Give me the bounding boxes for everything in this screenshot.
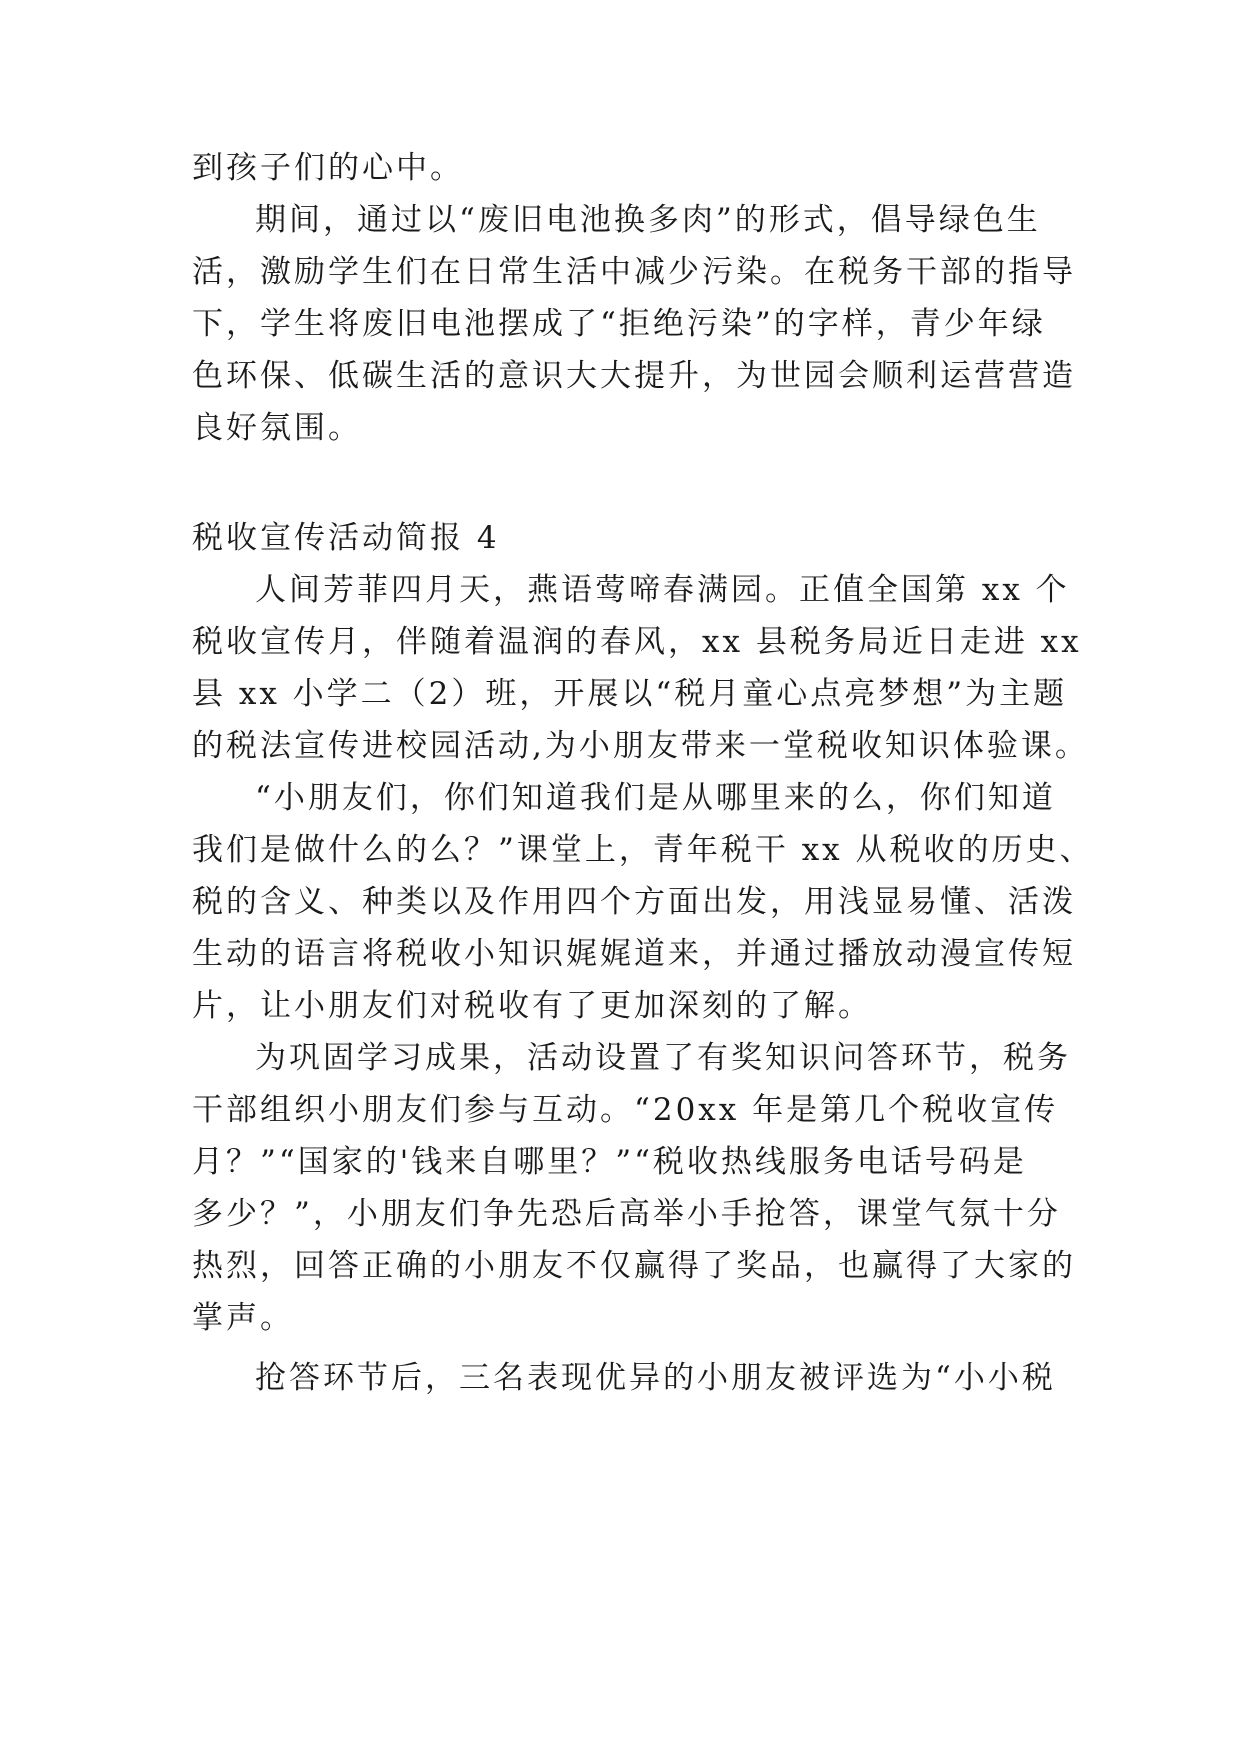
text-line: 色环保、低碳生活的意识大大提升，为世园会顺利运营营造 xyxy=(192,358,1076,394)
text-line: 月？”“国家的'钱来自哪里？”“税收热线服务电话号码是 xyxy=(192,1144,1027,1180)
text-line: 生动的语言将税收小知识娓娓道来，并通过播放动漫宣传短 xyxy=(192,936,1076,972)
text-line: 活，激励学生们在日常生活中减少污染。在税务干部的指导 xyxy=(192,254,1076,290)
text-line: 热烈，回答正确的小朋友不仅赢得了奖品，也赢得了大家的 xyxy=(192,1248,1076,1284)
text-line: 掌声。 xyxy=(192,1300,294,1336)
text-line: 县 xx 小学二（2）班，开展以“税月童心点亮梦想”为主题 xyxy=(192,676,1068,712)
text-line: 到孩子们的心中。 xyxy=(192,150,464,186)
text-line: 良好氛围。 xyxy=(192,410,362,446)
text-line: 下，学生将废旧电池摆成了“拒绝污染”的字样，青少年绿 xyxy=(192,306,1046,342)
paragraph-first-line: “小朋友们，你们知道我们是从哪里来的么，你们知道 xyxy=(255,780,1056,816)
paragraph-first-line: 期间，通过以“废旧电池换多肉”的形式，倡导绿色生 xyxy=(255,202,1041,238)
text-line: 干部组织小朋友们参与互动。“20xx 年是第几个税收宣传 xyxy=(192,1092,1059,1128)
paragraph-first-line: 人间芳菲四月天，燕语莺啼春满园。正值全国第 xx 个 xyxy=(255,572,1070,608)
text-line: 的税法宣传进校园活动,为小朋友带来一堂税收知识体验课。 xyxy=(192,728,1089,764)
text-line: 我们是做什么的么？”课堂上，青年税干 xx 从税收的历史、 xyxy=(192,832,1094,868)
paragraph-first-line: 为巩固学习成果，活动设置了有奖知识问答环节，税务 xyxy=(255,1040,1071,1076)
text-line: 税的含义、种类以及作用四个方面出发，用浅显易懂、活泼 xyxy=(192,884,1076,920)
text-line: 多少？”，小朋友们争先恐后高举小手抢答，课堂气氛十分 xyxy=(192,1196,1061,1232)
text-line: 片，让小朋友们对税收有了更加深刻的了解。 xyxy=(192,988,872,1024)
text-line: 税收宣传月，伴随着温润的春风，xx 县税务局近日走进 xx xyxy=(192,624,1082,660)
paragraph-first-line: 抢答环节后，三名表现优异的小朋友被评选为“小小税 xyxy=(255,1360,1056,1396)
section-heading: 税收宣传活动简报 4 xyxy=(192,520,500,556)
